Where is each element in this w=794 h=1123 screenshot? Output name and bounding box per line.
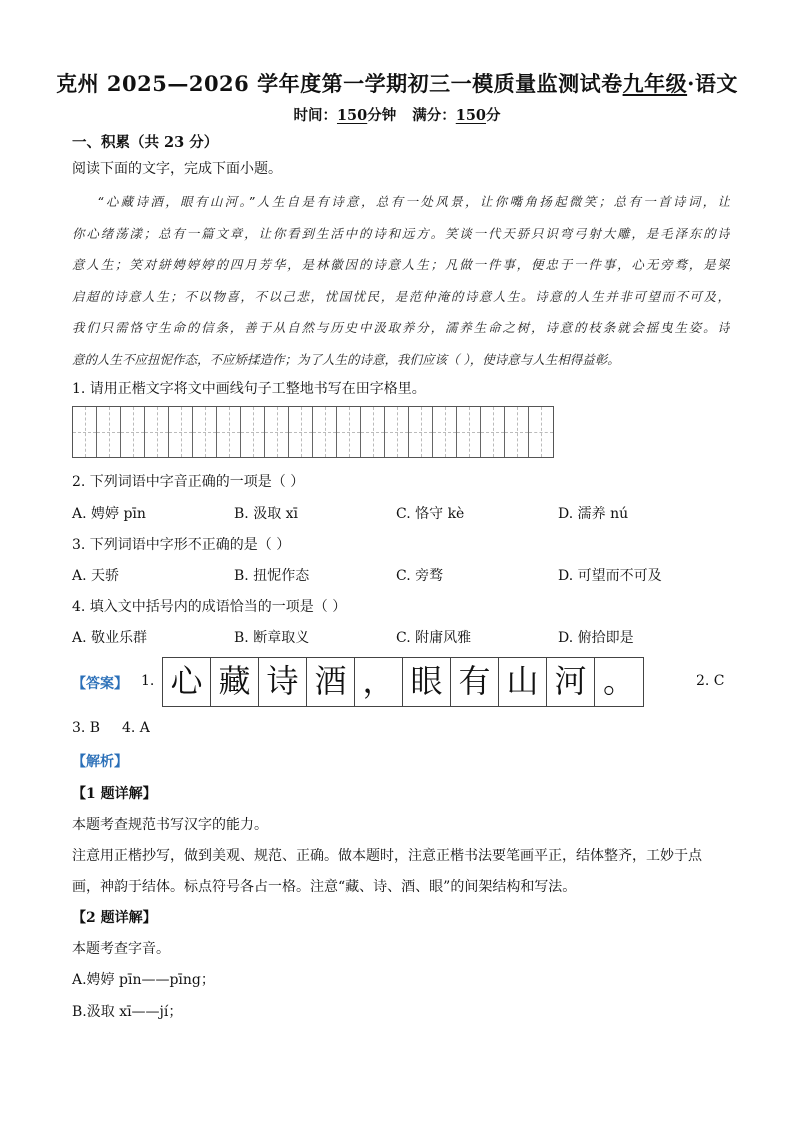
grid-cell [265, 407, 289, 457]
q2-options [72, 503, 732, 523]
q2-option-a: A. 娉婷 pīn [72, 506, 146, 522]
answer-label: 【答案】 [72, 676, 128, 692]
analysis-label: 【解析】 [72, 754, 128, 770]
q4-option-c: C. 附庸风雅 [396, 630, 472, 646]
answer-4: 4. A [122, 720, 150, 736]
grid-cell [457, 407, 481, 457]
grid-cell [289, 407, 313, 457]
time-label: 时间： [293, 107, 337, 124]
question-2: 2. 下列词语中字音正确的一项是（ ） [72, 474, 305, 490]
q4-option-b: B. 断章取义 [234, 630, 310, 646]
grid-cell [145, 407, 169, 457]
answer-grid-cell: 。 [595, 658, 643, 706]
answer-2: 2. C [696, 673, 725, 689]
answer-grid-cell: 山 [499, 658, 547, 706]
q2-analysis-line: 本题考查字音。 [72, 941, 170, 957]
answer-grid-cell: 眼 [403, 658, 451, 706]
answer-grid-cell: 有 [451, 658, 499, 706]
reading-passage [72, 186, 730, 376]
answer-grid-cell: ， [355, 658, 403, 706]
q2-analysis-line: A.娉婷 pīn——pīng； [72, 972, 215, 988]
grid-cell [385, 407, 409, 457]
q3-option-c: C. 旁骛 [396, 568, 444, 584]
instruction-text: 阅读下面的文字，完成下面小题。 [72, 161, 282, 177]
title-text: 克州 2025—2026 学年度第一学期初三一模质量监测试卷 [56, 71, 623, 96]
q2-option-d: D. 濡养 nú [558, 506, 629, 522]
grid-cell [481, 407, 505, 457]
answer-grid-cell: 心 [163, 658, 211, 706]
grid-cell [169, 407, 193, 457]
answer-grid-cell: 诗 [259, 658, 307, 706]
title-subject: ·语文 [687, 71, 738, 96]
question-4: 4. 填入文中括号内的成语恰当的一项是（ ） [72, 599, 347, 615]
grid-cell [313, 407, 337, 457]
q1-analysis-line: 画，神韵于结体。标点符号各占一格。注意“藏、诗、酒、眼”的间架结构和写法。 [72, 879, 577, 895]
grid-cell [97, 407, 121, 457]
passage-line: 启超的诗意人生；不以物喜，不以己悲，忧国忧民，是范仲淹的诗意人生。诗意的人生并非可望而不可及， [72, 288, 730, 304]
grid-cell [337, 407, 361, 457]
grid-cell [529, 407, 553, 457]
score-label: 满分： [412, 107, 456, 124]
answer-grid-cell: 酒 [307, 658, 355, 706]
q1-analysis-line: 本题考查规范书写汉字的能力。 [72, 817, 268, 833]
q4-option-d: D. 俯拾即是 [558, 630, 634, 646]
q3-option-d: D. 可望而不可及 [558, 568, 662, 584]
question-1: 1. 请用正楷文字将文中画线句子工整地书写在田字格里。 [72, 381, 426, 397]
q3-option-b: B. 扭怩作态 [234, 568, 310, 584]
answer-3: 3. B [72, 720, 101, 736]
grid-cell [73, 407, 97, 457]
q1-analysis-line: 注意用正楷抄写，做到美观、规范、正确。做本题时，注意正楷书法要笔画平正，结体整齐，工妙于点 [72, 848, 702, 864]
passage-line: 你心绪荡漾；总有一篇文章，让你看到生活中的诗和远方。笑谈一代天骄只识弯弓射大雕，是毛泽东的诗 [72, 225, 730, 241]
time-unit: 分钟 [367, 107, 397, 124]
grid-cell [361, 407, 385, 457]
passage-line: 意的人生不应扭怩作态，不应矫揉造作；为了人生的诗意，我们应该（ ），使诗意与人生相得益彰。 [72, 351, 620, 367]
grid-cell [193, 407, 217, 457]
time-value: 150 [336, 107, 368, 124]
passage-line: “心藏诗酒，眼有山河。”人生自是有诗意，总有一处风景，让你嘴角扬起微笑；总有一首诗词，让 [97, 194, 730, 209]
q2-analysis-heading: 【2 题详解】 [72, 910, 157, 926]
title-grade: 九年级 [622, 71, 688, 96]
q2-option-b: B. 汲取 xī [234, 506, 299, 522]
q2-option-c: C. 恪守 kè [396, 506, 465, 522]
grid-cell [505, 407, 529, 457]
grid-cell [409, 407, 433, 457]
score-unit: 分 [486, 107, 501, 124]
q3-options [72, 565, 732, 585]
grid-cell [121, 407, 145, 457]
q3-option-a: A. 天骄 [72, 568, 120, 584]
answer-grid-cell: 藏 [211, 658, 259, 706]
grid-cell [241, 407, 265, 457]
grid-cell [217, 407, 241, 457]
grid-cell [433, 407, 457, 457]
section-heading: 一、积累（共 23 分） [72, 134, 219, 151]
answer-1-number: 1. [141, 673, 155, 689]
exam-title [0, 68, 794, 98]
q4-options [72, 627, 732, 647]
writing-grid [72, 406, 554, 458]
answer-grid-cell: 河 [547, 658, 595, 706]
q1-analysis-heading: 【1 题详解】 [72, 786, 157, 802]
answer-1-grid [162, 657, 644, 707]
exam-meta [0, 104, 794, 125]
score-value: 150 [455, 107, 487, 124]
q2-analysis-line: B.汲取 xī——jí； [72, 1004, 183, 1020]
question-3: 3. 下列词语中字形不正确的是（ ） [72, 537, 291, 553]
passage-line: 我们只需恪守生命的信条，善于从自然与历史中汲取养分，濡养生命之树，诗意的枝条就会摇曳生姿。诗 [72, 320, 730, 336]
q4-option-a: A. 敬业乐群 [72, 630, 148, 646]
passage-line: 意人生；笑对絣娉婷婷的四月芳华，是林徽因的诗意人生；凡做一件事，便忠于一件事，心无旁骛，是梁 [72, 257, 730, 273]
